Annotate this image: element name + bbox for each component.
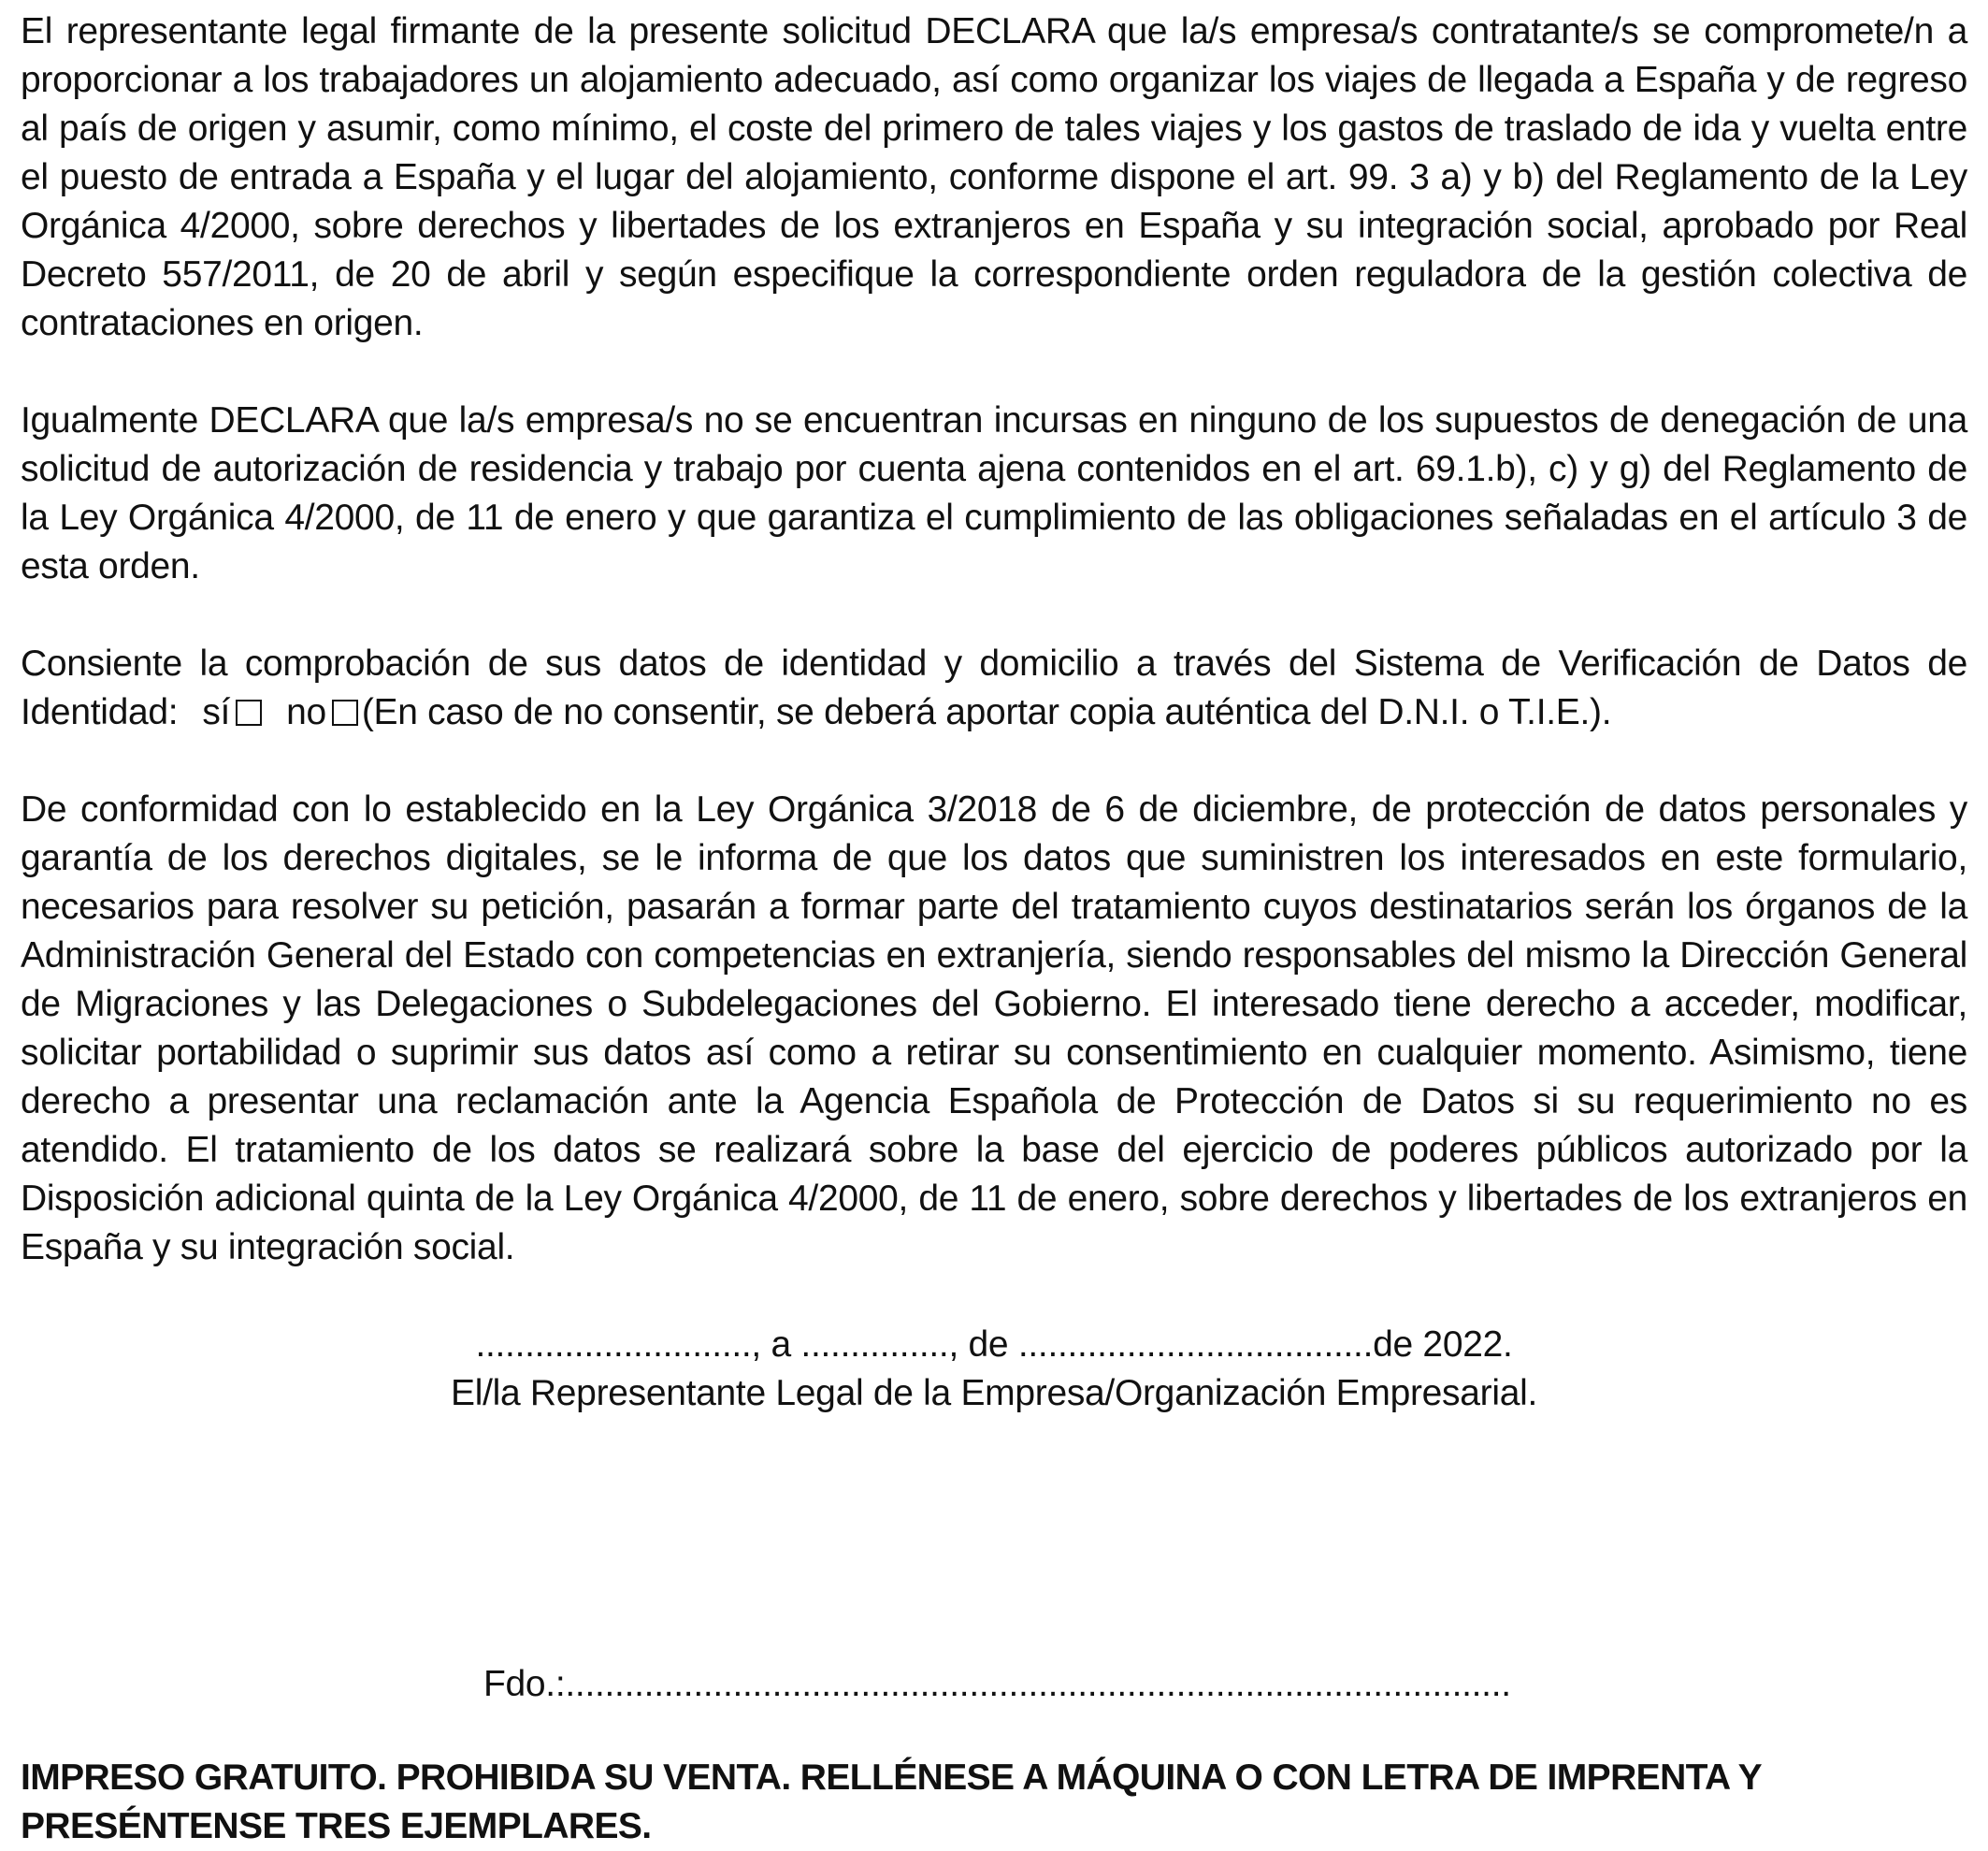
consent-text-line: Consiente la comprobación de sus datos de identidad y domicilio a través del Sistema de Verificación de Datos de [21,644,1967,684]
consent-no-checkbox[interactable] [332,700,358,726]
legal-representative-label: El/la Representante Legal de la Empresa/Organización Empresarial. [451,1373,1537,1413]
declaration-paragraph: El representante legal firmante de la presente solicitud DECLARA que la/s empresa/s contratante/s se compromete/n a proporcionar a los trabajadores un alojamiento adecuado, así como organizar los viajes de llegada a España y de regreso al país de origen y asumir, como mínimo, el coste del primero de tales viajes y los gastos de traslado de ida y vuelta entre el puesto de entrada a España y el lugar del alojamiento, conforme dispone el art. 99. 3 a) y b) del Reglamento de la Ley Orgánica 4/2000, sobre derechos y libertades de los extranjeros en España y su integración social, aprobado por Real Decreto 557/2011, de 20 de abril y según especifique la correspondiente orden reguladora de la gestión colectiva de contrataciones en origen. [21,11,1967,343]
consent-yes-checkbox[interactable] [236,700,262,726]
data-protection-paragraph: De conformidad con lo establecido en la Ley Orgánica 3/2018 de 6 de diciembre, de protección de datos personales y garantía de los derechos digitales, se le informa de que los datos que suministren los interesados en este formulario, necesarios para resolver su petición, pasarán a formar parte del tratamiento cuyos destinatarios serán los órganos de la Administración General del Estado con competencias en extranjería, siendo responsables del mismo la Dirección General de Migraciones y las Delegaciones o Subdelegaciones del Gobierno. El interesado tiene derecho a acceder, modificar, solicitar portabilidad o suprimir sus datos así como a retirar su consentimiento en cualquier momento. Asimismo, tiene derecho a presentar una reclamación ante la Agencia Española de Protección de Datos si su requerimiento no es atendido. El tratamiento de los datos se realizará sobre la base del ejercicio de poderes públicos autorizado por la Disposición adicional quinta de la Ley Orgánica 4/2000, de 11 de enero, sobre derechos y libertades de los extranjeros en España y su integración social. [21,789,1967,1267]
spacer [21,737,1967,786]
consent-note: (En caso de no consentir, se deberá aportar copia auténtica del D.N.I. o T.I.E.). [361,692,1612,732]
spacer [21,591,1967,640]
consent-yes-label: sí [202,692,231,732]
consent-paragraph [21,640,1967,737]
document-page [21,7,1967,1418]
footer-notice: IMPRESO GRATUITO. PROHIBIDA SU VENTA. RELLÉNESE A MÁQUINA O CON LETRA DE IMPRENTA Y PRESÉNTENSE TRES EJEMPLARES. [21,1757,1762,1846]
consent-options-line [21,688,1967,737]
consent-no-label: no [286,692,326,732]
spacer [21,348,1967,397]
signature-line[interactable]: Fdo.:................................................................................................ [483,1664,1511,1704]
non-denial-paragraph: Igualmente DECLARA que la/s empresa/s no se encuentran incursas en ninguno de los supuestos de denegación de una solicitud de autorización de residencia y trabajo por cuenta ajena contenidos en el art. 69.1.b), c) y g) del Reglamento de la Ley Orgánica 4/2000, de 11 de enero y que garantiza el cumplimiento de las obligaciones señaladas en el artículo 3 de esta orden. [21,400,1967,586]
identity-label: Identidad: [21,692,179,732]
place-date-line[interactable]: ............................, a ..............., de ....................................de 2022. [475,1324,1513,1365]
